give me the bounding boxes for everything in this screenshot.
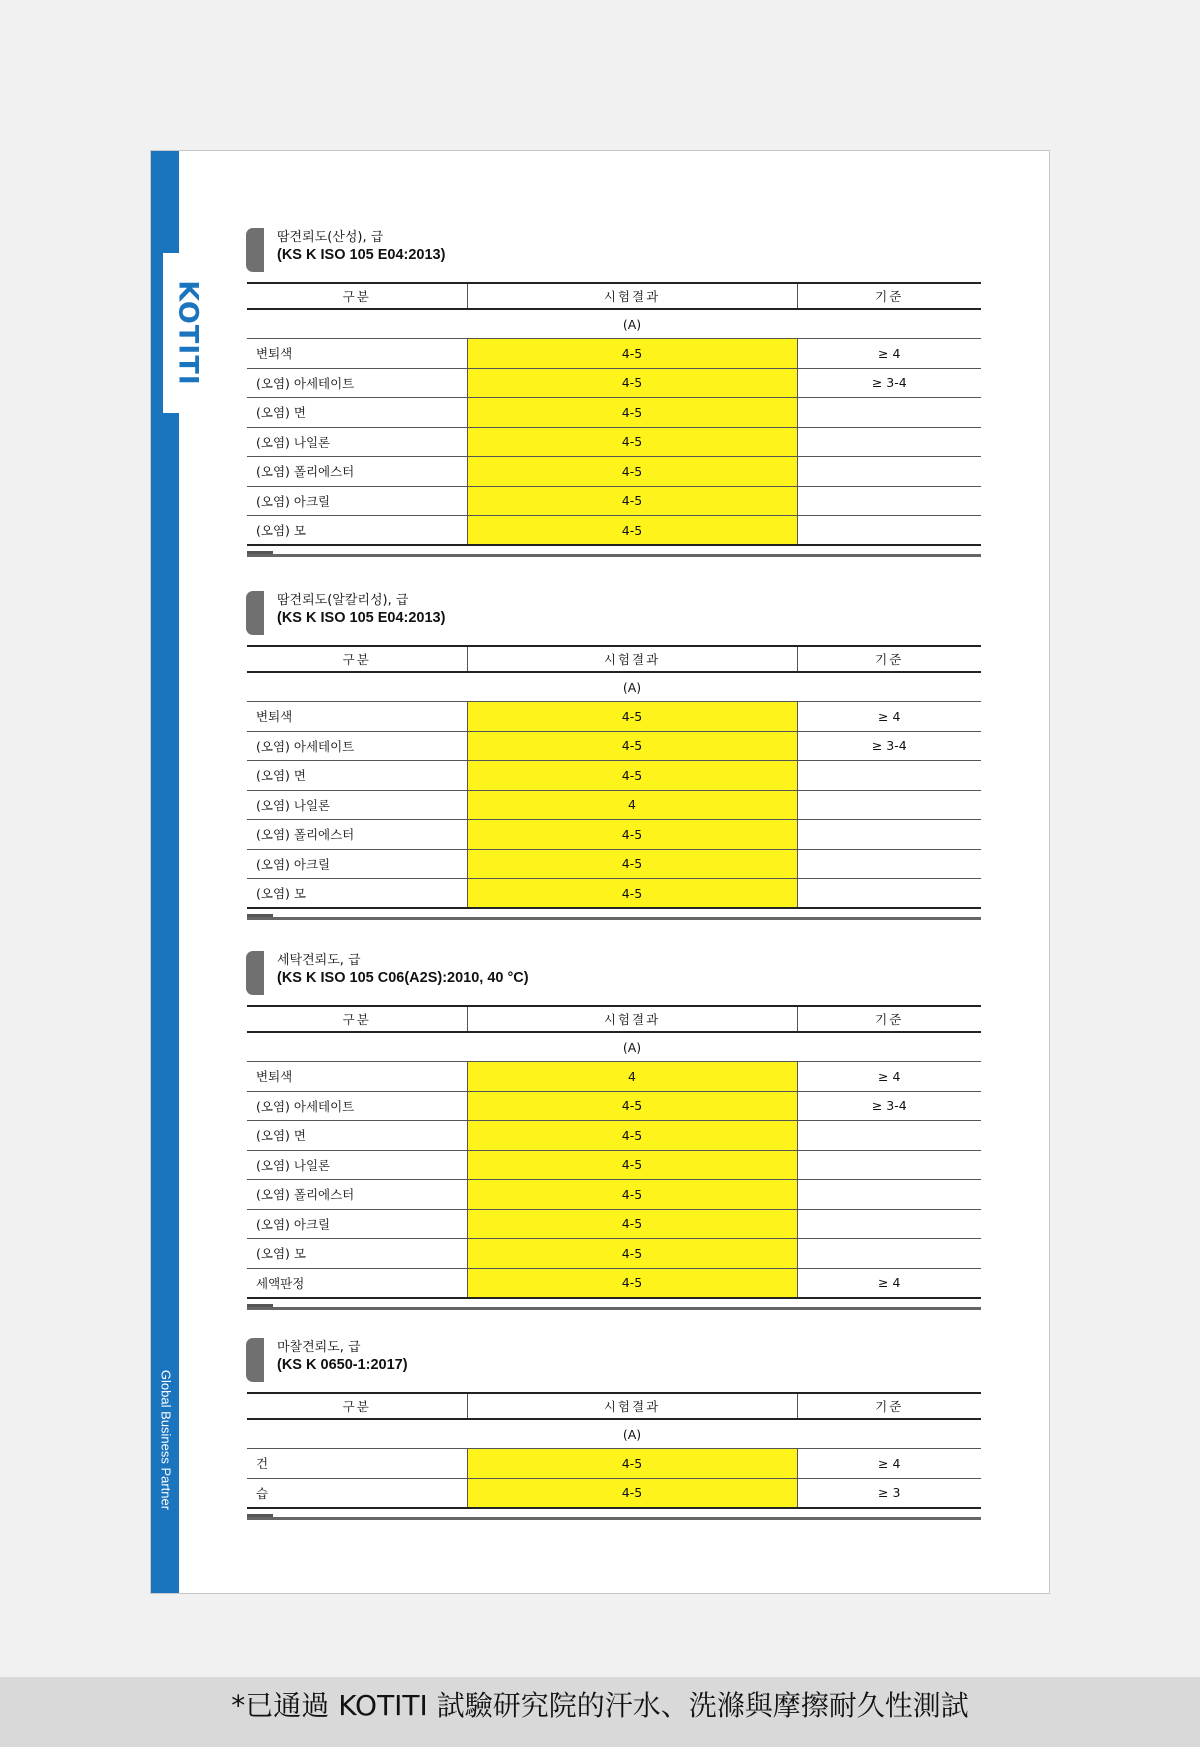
row-category: (오염) 면 [247, 1121, 467, 1151]
header-standard: 기준 [797, 283, 981, 309]
washing-fastness-section [246, 949, 980, 1291]
row-category: 습 [247, 1478, 467, 1508]
row-result: 4-5 [467, 368, 797, 398]
header-standard: 기준 [797, 1006, 981, 1032]
header-result: 시험결과 [467, 283, 797, 309]
row-category: 변퇴색 [247, 1062, 467, 1092]
row-result: 4-5 [467, 1209, 797, 1239]
table-row [247, 820, 981, 850]
perspiration-alkaline-section [246, 589, 980, 901]
row-category: (오염) 아세테이트 [247, 368, 467, 398]
table-row [247, 879, 981, 909]
row-standard: ≥ 3-4 [797, 731, 981, 761]
row-category: 변퇴색 [247, 339, 467, 369]
report-page [150, 150, 1050, 1594]
row-category: (오염) 아크릴 [247, 486, 467, 516]
header-result: 시험결과 [467, 1006, 797, 1032]
row-category: (오염) 모 [247, 516, 467, 546]
row-category: (오염) 폴리에스터 [247, 820, 467, 850]
section-marker [246, 1338, 264, 1382]
section-marker [246, 591, 264, 635]
section-divider [247, 1307, 981, 1310]
row-standard: ≥ 4 [797, 1449, 981, 1479]
row-result: 4-5 [467, 1478, 797, 1508]
row-standard [797, 398, 981, 428]
row-category: (오염) 면 [247, 761, 467, 791]
table-row [247, 1239, 981, 1269]
row-category: (오염) 아크릴 [247, 849, 467, 879]
row-standard: ≥ 4 [797, 339, 981, 369]
results-table [247, 1392, 981, 1509]
table-row [247, 1062, 981, 1092]
sample-row [247, 672, 981, 702]
table-row [247, 1091, 981, 1121]
row-standard [797, 516, 981, 546]
row-result: 4-5 [467, 849, 797, 879]
table-row [247, 1180, 981, 1210]
table-row [247, 1478, 981, 1508]
row-category: (오염) 모 [247, 1239, 467, 1269]
results-table [247, 645, 981, 909]
row-standard [797, 1121, 981, 1151]
section-divider [247, 1517, 981, 1520]
results-table [247, 1005, 981, 1299]
table-row [247, 790, 981, 820]
row-standard [797, 849, 981, 879]
section-title: 마찰견뢰도, 급 [277, 1340, 361, 1355]
row-standard [797, 1239, 981, 1269]
header-category: 구분 [247, 283, 467, 309]
section-heading [246, 589, 980, 635]
section-marker [246, 951, 264, 995]
table-row [247, 516, 981, 546]
header-standard: 기준 [797, 646, 981, 672]
caption-text: *已通過 KOTITI 試驗研究院的汗水、洗滌與摩擦耐久性測試 [231, 1689, 969, 1722]
table-header-row [247, 283, 981, 309]
row-result: 4-5 [467, 398, 797, 428]
row-result: 4-5 [467, 1180, 797, 1210]
sidebar-tagline: Global Business Partner [158, 1369, 174, 1511]
sample-row [247, 309, 981, 339]
header-category: 구분 [247, 1393, 467, 1419]
row-category: (오염) 모 [247, 879, 467, 909]
row-result: 4-5 [467, 457, 797, 487]
row-category: (오염) 아크릴 [247, 1209, 467, 1239]
section-standard: (KS K ISO 105 E04:2013) [277, 610, 446, 626]
row-result: 4-5 [467, 1150, 797, 1180]
section-heading [246, 1336, 980, 1382]
section-standard: (KS K 0650-1:2017) [277, 1357, 408, 1373]
table-row [247, 457, 981, 487]
row-result: 4-5 [467, 1121, 797, 1151]
sample-row [247, 1419, 981, 1449]
row-result: 4-5 [467, 879, 797, 909]
table-row [247, 427, 981, 457]
results-table [247, 282, 981, 546]
row-category: 건 [247, 1449, 467, 1479]
table-row [247, 1209, 981, 1239]
row-standard: ≥ 4 [797, 1268, 981, 1298]
kotiti-logo: KOTITI [172, 280, 204, 386]
table-row [247, 1121, 981, 1151]
section-standard: (KS K ISO 105 C06(A2S):2010, 40 °C) [277, 970, 529, 986]
table-header-row [247, 1006, 981, 1032]
sample-label: (A) [467, 672, 797, 702]
row-standard [797, 820, 981, 850]
table-row [247, 1449, 981, 1479]
row-result: 4-5 [467, 1239, 797, 1269]
row-category: (오염) 아세테이트 [247, 731, 467, 761]
table-row [247, 849, 981, 879]
table-row [247, 398, 981, 428]
section-marker [246, 228, 264, 272]
section-heading [246, 226, 980, 272]
header-category: 구분 [247, 646, 467, 672]
section-divider [247, 554, 981, 557]
row-standard [797, 879, 981, 909]
header-category: 구분 [247, 1006, 467, 1032]
row-category: (오염) 폴리에스터 [247, 457, 467, 487]
row-standard: ≥ 4 [797, 1062, 981, 1092]
table-row [247, 702, 981, 732]
sample-label: (A) [467, 1419, 797, 1449]
table-header-row [247, 646, 981, 672]
table-header-row [247, 1393, 981, 1419]
row-result: 4-5 [467, 702, 797, 732]
perspiration-acid-section [246, 226, 980, 538]
row-standard: ≥ 3-4 [797, 1091, 981, 1121]
section-title: 땀견뢰도(알칼리성), 급 [277, 593, 409, 608]
section-title: 세탁견뢰도, 급 [277, 953, 361, 968]
row-result: 4-5 [467, 486, 797, 516]
row-result: 4-5 [467, 1091, 797, 1121]
table-row [247, 731, 981, 761]
header-standard: 기준 [797, 1393, 981, 1419]
sample-row [247, 1032, 981, 1062]
row-standard [797, 1180, 981, 1210]
sample-label: (A) [467, 309, 797, 339]
row-result: 4-5 [467, 820, 797, 850]
section-heading [246, 949, 980, 995]
table-row [247, 1268, 981, 1298]
section-standard: (KS K ISO 105 E04:2013) [277, 247, 446, 263]
rubbing-fastness-section [246, 1336, 980, 1501]
row-result: 4-5 [467, 427, 797, 457]
table-row [247, 486, 981, 516]
header-result: 시험결과 [467, 1393, 797, 1419]
row-result: 4-5 [467, 761, 797, 791]
row-standard [797, 486, 981, 516]
section-title: 땀견뢰도(산성), 급 [277, 230, 384, 245]
row-standard [797, 790, 981, 820]
row-category: (오염) 나일론 [247, 1150, 467, 1180]
row-standard [797, 761, 981, 791]
row-standard [797, 427, 981, 457]
table-row [247, 761, 981, 791]
row-result: 4-5 [467, 516, 797, 546]
sample-label: (A) [467, 1032, 797, 1062]
row-result: 4-5 [467, 339, 797, 369]
row-result: 4 [467, 790, 797, 820]
table-row [247, 368, 981, 398]
row-standard [797, 1209, 981, 1239]
row-result: 4-5 [467, 1449, 797, 1479]
table-row [247, 1150, 981, 1180]
row-standard: ≥ 4 [797, 702, 981, 732]
row-category: 세액판정 [247, 1268, 467, 1298]
row-standard: ≥ 3-4 [797, 368, 981, 398]
row-standard [797, 1150, 981, 1180]
row-category: 변퇴색 [247, 702, 467, 732]
row-category: (오염) 폴리에스터 [247, 1180, 467, 1210]
row-category: (오염) 아세테이트 [247, 1091, 467, 1121]
row-category: (오염) 나일론 [247, 427, 467, 457]
row-standard: ≥ 3 [797, 1478, 981, 1508]
row-category: (오염) 면 [247, 398, 467, 428]
row-result: 4-5 [467, 1268, 797, 1298]
table-row [247, 339, 981, 369]
row-category: (오염) 나일론 [247, 790, 467, 820]
header-result: 시험결과 [467, 646, 797, 672]
row-result: 4 [467, 1062, 797, 1092]
row-result: 4-5 [467, 731, 797, 761]
row-standard [797, 457, 981, 487]
section-divider [247, 917, 981, 920]
